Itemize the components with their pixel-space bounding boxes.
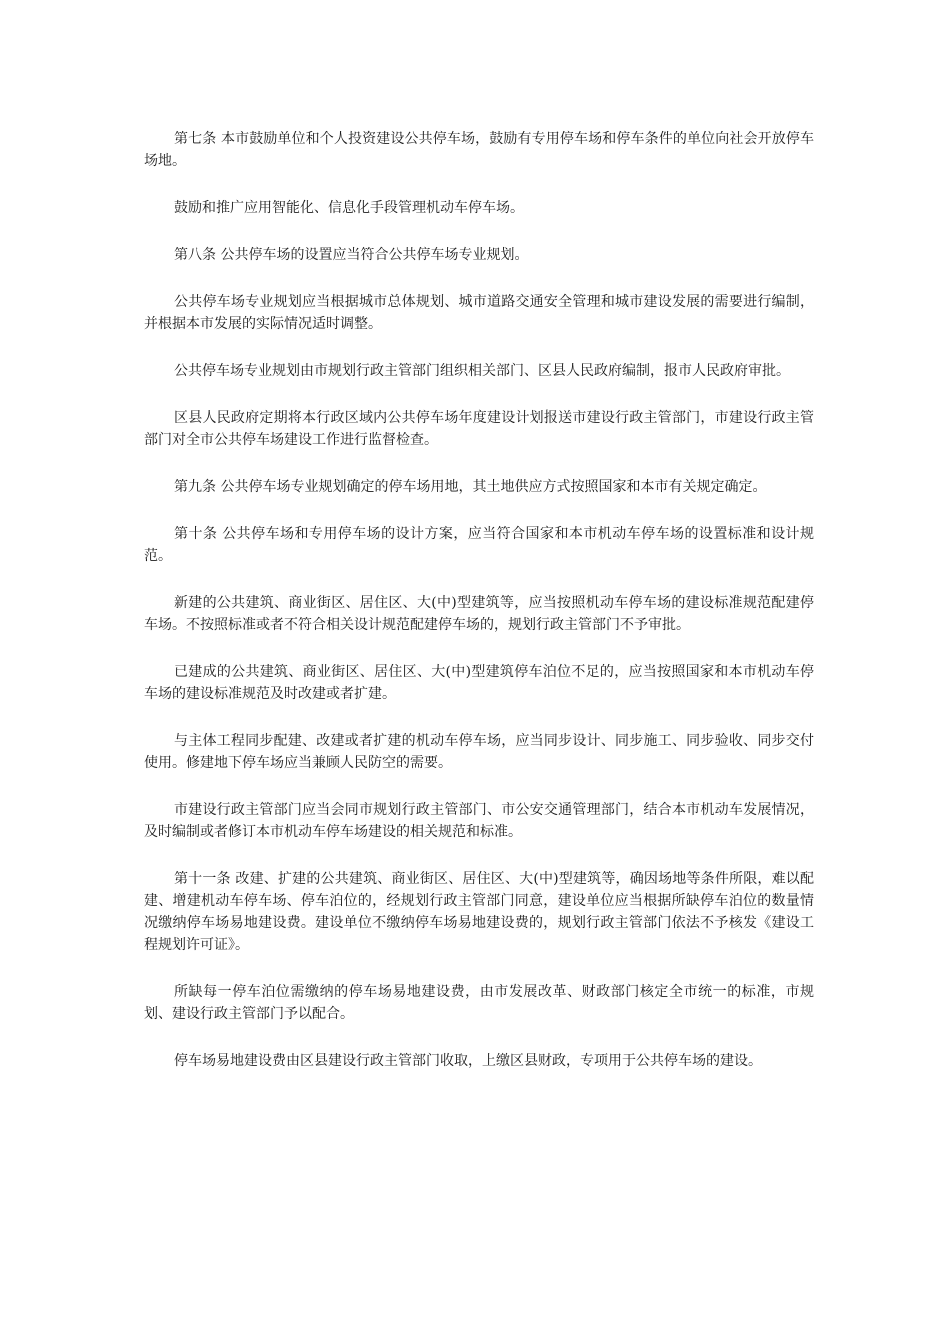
paragraph-article-11: 第十一条 改建、扩建的公共建筑、商业街区、居住区、大(中)型建筑等，确因场地等条件所限，难以配建、增建机动车停车场、停车泊位的，经规划行政主管部门同意，建设单位应当根据所缺停车泊位的数量情况缴纳停车场易地建设费。建设单位不缴纳停车场易地建设费的，规划行政主管部门依法不予核发《建设工程规划许可证》。	[144, 871, 814, 953]
paragraph-plan-approval: 公共停车场专业规划由市规划行政主管部门组织相关部门、区县人民政府编制，报市人民政府审批。	[174, 363, 790, 379]
paragraph-standards-revision: 市建设行政主管部门应当会同市规划行政主管部门、市公安交通管理部门，结合本市机动车发展情况，及时编制或者修订本市机动车停车场建设的相关规范和标准。	[144, 802, 814, 840]
paragraph-existing-buildings: 已建成的公共建筑、商业街区、居住区、大(中)型建筑停车泊位不足的，应当按照国家和本市机动车停车场的建设标准规范及时改建或者扩建。	[144, 664, 814, 702]
paragraph-article-7: 第七条 本市鼓励单位和个人投资建设公共停车场，鼓励有专用停车场和停车条件的单位向社会开放停车场地。	[144, 131, 814, 169]
paragraph-new-buildings: 新建的公共建筑、商业街区、居住区、大(中)型建筑等，应当按照机动车停车场的建设标准规范配建停车场。不按照标准或者不符合相关设计规范配建停车场的，规划行政主管部门不予审批。	[144, 595, 814, 633]
paragraph-annual-plan: 区县人民政府定期将本行政区域内公共停车场年度建设计划报送市建设行政主管部门，市建设行政主管部门对全市公共停车场建设工作进行监督检查。	[144, 410, 814, 448]
paragraph-fee-collection: 停车场易地建设费由区县建设行政主管部门收取，上缴区县财政，专项用于公共停车场的建设。	[174, 1053, 762, 1069]
paragraph-fee-standard: 所缺每一停车泊位需缴纳的停车场易地建设费，由市发展改革、财政部门核定全市统一的标准，市规划、建设行政主管部门予以配合。	[144, 984, 814, 1022]
paragraph-smart-parking: 鼓励和推广应用智能化、信息化手段管理机动车停车场。	[174, 200, 524, 216]
paragraph-article-9: 第九条 公共停车场专业规划确定的停车场用地，其土地供应方式按照国家和本市有关规定确定。	[174, 479, 767, 495]
paragraph-article-8: 第八条 公共停车场的设置应当符合公共停车场专业规划。	[174, 247, 529, 263]
paragraph-article-10: 第十条 公共停车场和专用停车场的设计方案，应当符合国家和本市机动车停车场的设置标准和设计规范。	[144, 526, 814, 564]
paragraph-plan-basis: 公共停车场专业规划应当根据城市总体规划、城市道路交通安全管理和城市建设发展的需要进行编制，并根据本市发展的实际情况适时调整。	[144, 294, 814, 332]
paragraph-synchronous-construction: 与主体工程同步配建、改建或者扩建的机动车停车场，应当同步设计、同步施工、同步验收、同步交付使用。修建地下停车场应当兼顾人民防空的需要。	[144, 733, 814, 771]
document-body	[144, 128, 814, 1097]
